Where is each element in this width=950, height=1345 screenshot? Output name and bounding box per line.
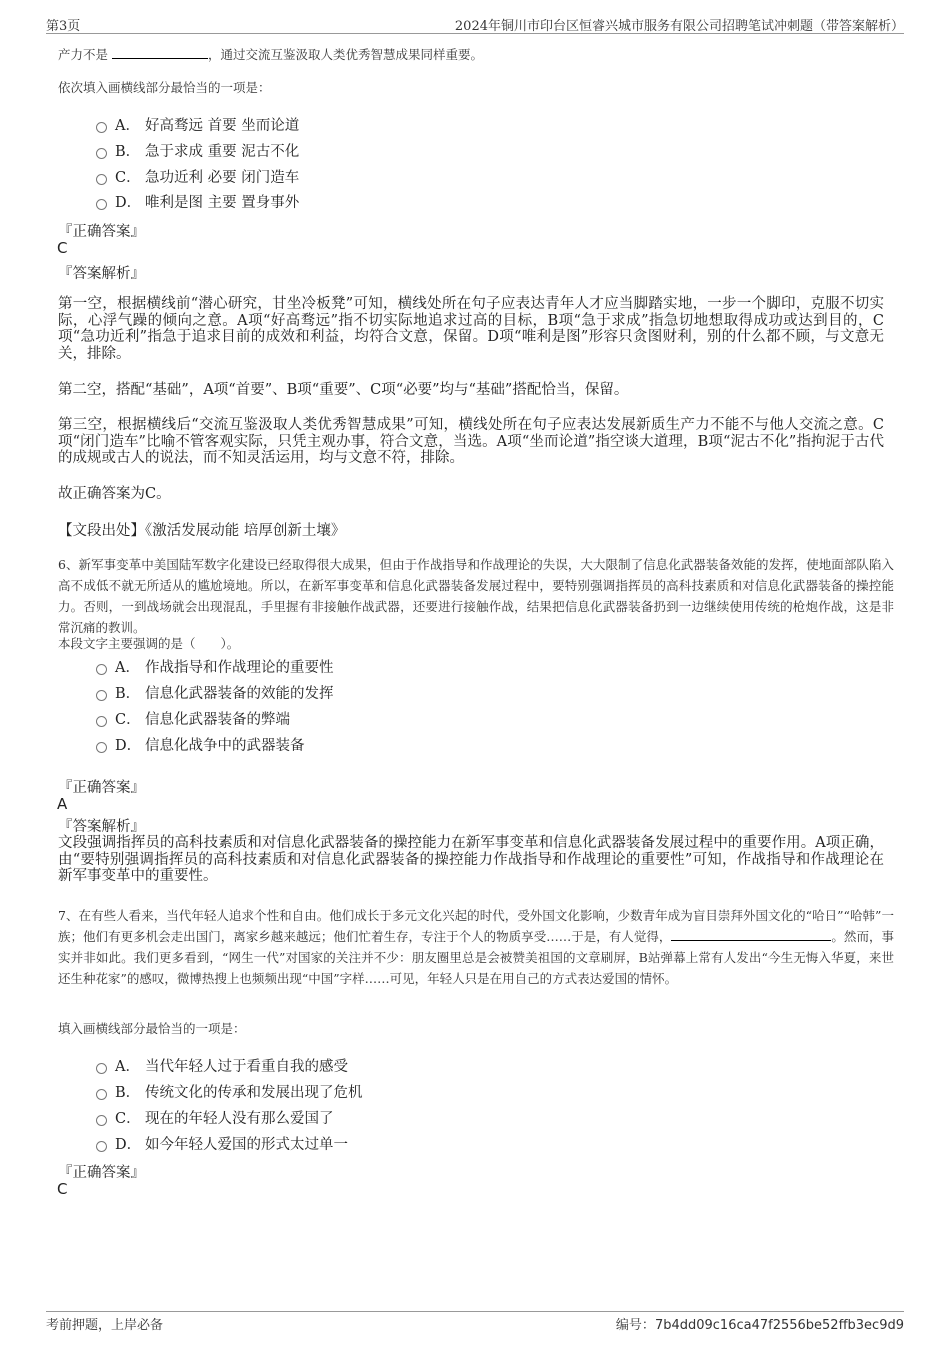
- q7-answer: C: [57, 1180, 68, 1198]
- q7-option-b[interactable]: B． 传统文化的传承和发展出现了危机: [96, 1081, 363, 1101]
- q5-option-a[interactable]: A． 好高骛远 首要 坐而论道: [96, 114, 299, 134]
- fill-blank: [671, 928, 831, 941]
- q7-stem: 7、在有些人看来，当代年轻人追求个性和自由。他们成长于多元文化兴起的时代，受外国文化影响，少数青年成为盲目崇拜外国文化的“哈日”“哈韩”一族；他们有更多机会走出国门，离家乡越来越远；他们忙着生存，专注于个人的物质享受……于是，有人觉得， 。然而，事实并非如此。我们更多看到，“网生一代”对国家的关注并不少：朋友圈里总是会被赞美祖国的文章刷屏，B站弹幕上常有人发出“今生无悔入华夏，来世还生种花家”的感叹，微博热搜上也频频出现“中国”字样……可见，年轻人只是在用自己的方式表达爱国的情怀。: [58, 908, 894, 986]
- q7-answer-label: 『正确答案』: [58, 1165, 145, 1181]
- q5-option-c[interactable]: C． 急功近利 必要 闭门造车: [96, 166, 299, 186]
- q5-prompt: 依次填入画横线部分最恰当的一项是：: [58, 80, 271, 95]
- q5-analysis-para-3: 第三空，根据横线后“交流互鉴汲取人类优秀智慧成果”可知，横线处所在句子应表达发展新质生产力不能不与他人交流之意。C项“闭门造车”比喻不管客观实际，只凭主观办事，符合文意，当选。A项“坐而论道”指空谈大道理，B项“泥古不化”指拘泥于古代的成规或古人的说法，而不知灵活运用，均与文意不符，排除。: [58, 417, 884, 466]
- radio-icon[interactable]: [96, 1141, 107, 1152]
- q6-analysis: 文段强调指挥员的高科技素质和对信息化武器装备的操控能力在新军事变革和信息化武器装备发展过程中的重要作用。A项正确，由“要特别强调指挥员的高科技素质和对信息化武器装备的操控能力作战指导和作战理论的重要性”可知，作战指导和作战理论在新军事变革中的重要性。: [58, 835, 884, 884]
- q5-option-b[interactable]: B． 急于求成 重要 泥古不化: [96, 140, 299, 160]
- radio-icon[interactable]: [96, 742, 107, 753]
- radio-icon[interactable]: [96, 664, 107, 675]
- radio-icon[interactable]: [96, 716, 107, 727]
- q6-answer-label: 『正确答案』: [58, 780, 145, 796]
- q6-option-d[interactable]: D． 信息化战争中的武器装备: [96, 734, 305, 754]
- q5-analysis-para-2: 第二空，搭配“基础”，A项“首要”、B项“重要”、C项“必要”均与“基础”搭配恰当，保留。: [58, 382, 629, 398]
- radio-icon[interactable]: [96, 690, 107, 701]
- q5-answer: C: [57, 239, 68, 257]
- document-code: 编号：7b4dd09c16ca47f2556be52ffb3ec9d9: [615, 1318, 904, 1333]
- footer-slogan: 考前押题，上岸必备: [46, 1318, 164, 1333]
- q7-prompt: 填入画横线部分最恰当的一项是：: [58, 1021, 246, 1036]
- q6-option-c[interactable]: C． 信息化武器装备的弊端: [96, 708, 290, 728]
- radio-icon[interactable]: [96, 148, 107, 159]
- radio-icon[interactable]: [96, 1115, 107, 1126]
- q7-option-c[interactable]: C． 现在的年轻人没有那么爱国了: [96, 1107, 334, 1127]
- q6-analysis-label: 『答案解析』: [58, 819, 145, 835]
- footer-divider: [46, 1311, 904, 1312]
- q5-option-d[interactable]: D． 唯利是图 主要 置身事外: [96, 191, 299, 211]
- q5-stem-tail: 产力不是 ，通过交流互鉴汲取人类优秀智慧成果同样重要。: [58, 47, 484, 62]
- radio-icon[interactable]: [96, 1089, 107, 1100]
- q6-answer: A: [57, 795, 68, 813]
- radio-icon[interactable]: [96, 1063, 107, 1074]
- q5-analysis-label: 『答案解析』: [58, 266, 145, 282]
- header-divider: [46, 33, 904, 34]
- page-number: 第3页: [46, 19, 81, 34]
- q5-analysis-para-1: 第一空，根据横线前“潜心研究，甘坐冷板凳”可知，横线处所在句子应表达青年人才应当脚踏实地，一步一个脚印，克服不切实际，心浮气躁的倾向之意。A项“好高骛远”指不切实际地追求过高的目标，B项“急于求成”指急切地想取得成功或达到目的，C项“急功近利”指急于追求目前的成效和利益，均符合文意，保留。D项“唯利是图”形容只贪图财利，别的什么都不顾，与文意无关，排除。: [58, 296, 884, 362]
- radio-icon[interactable]: [96, 174, 107, 185]
- q5-source: 【文段出处】《激活发展动能 培厚创新土壤》: [58, 523, 346, 539]
- q5-answer-label: 『正确答案』: [58, 224, 145, 240]
- q7-option-d[interactable]: D． 如今年轻人爱国的形式太过单一: [96, 1133, 348, 1153]
- q5-analysis-conclusion: 故正确答案为C。: [58, 486, 171, 502]
- q6-prompt: 本段文字主要强调的是（ ）。: [58, 636, 240, 651]
- q7-option-a[interactable]: A． 当代年轻人过于看重自我的感受: [96, 1055, 348, 1075]
- q6-option-b[interactable]: B． 信息化武器装备的效能的发挥: [96, 682, 334, 702]
- radio-icon[interactable]: [96, 199, 107, 210]
- document-title: 2024年铜川市印台区恒睿兴城市服务有限公司招聘笔试冲刺题（带答案解析）: [454, 19, 904, 34]
- radio-icon[interactable]: [96, 122, 107, 133]
- q6-stem: 6、新军事变革中美国陆军数字化建设已经取得很大成果，但由于作战指导和作战理论的失误，大大限制了信息化武器装备效能的发挥，使地面部队陷入高不成低不就无所适从的尴尬境地。所以，在新军事变革和信息化武器装备发展过程中，要特别强调指挥员的高科技素质和对信息化武器装备的操控能力。否则，一到战场就会出现混乱，手里握有非接触作战武器，还要进行接触作战，结果把信息化武器装备扔到一边继续使用传统的枪炮作战，这是非常沉痛的教训。: [58, 557, 894, 635]
- fill-blank: [112, 46, 208, 59]
- q6-option-a[interactable]: A． 作战指导和作战理论的重要性: [96, 656, 334, 676]
